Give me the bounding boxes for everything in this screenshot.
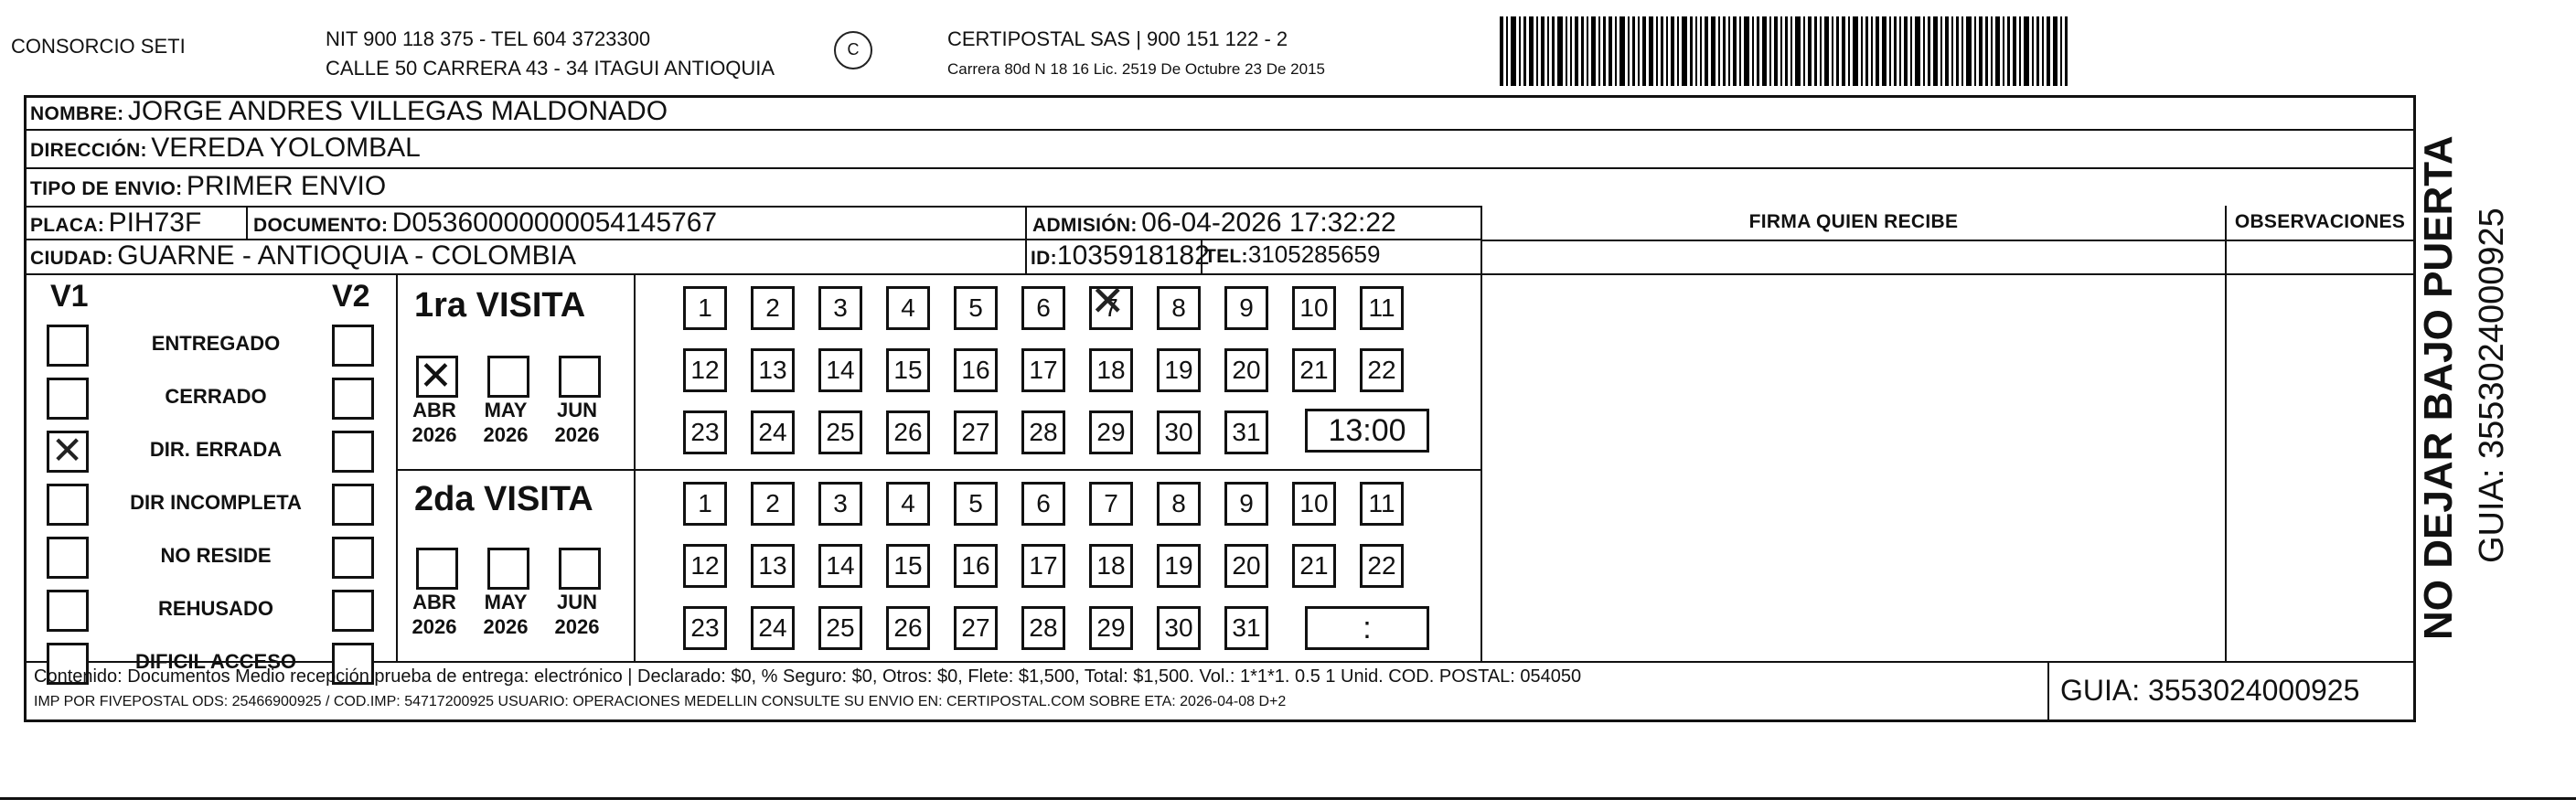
visit2-day-box[interactable]: 4: [886, 482, 930, 526]
visit2-day-box[interactable]: 7: [1089, 482, 1133, 526]
visit1-day-box[interactable]: 7 ✕: [1089, 286, 1133, 330]
visit2-day-box[interactable]: 9: [1224, 482, 1268, 526]
recipient-name-field: NOMBRE: JORGE ANDRES VILLEGAS MALDONADO: [30, 96, 668, 126]
visit2-day-box[interactable]: 13: [751, 544, 795, 588]
visit2-day-box[interactable]: 30: [1157, 606, 1201, 650]
guia-number: GUIA: 3553024000925: [2060, 674, 2360, 707]
visit1-day-box[interactable]: 14: [818, 348, 862, 392]
visit2-day-box[interactable]: 14: [818, 544, 862, 588]
visit1-day-box[interactable]: 18: [1089, 348, 1133, 392]
v2-checkbox[interactable]: [332, 325, 374, 367]
visit1-day-box[interactable]: 30: [1157, 410, 1201, 454]
visit2-day-box[interactable]: 6: [1021, 482, 1065, 526]
v1-checkbox[interactable]: [47, 325, 89, 367]
month-name: ABR: [412, 399, 456, 421]
visit1-day-box[interactable]: 26: [886, 410, 930, 454]
reason-label: CERRADO: [165, 385, 267, 408]
visit2-month-checkbox[interactable]: [487, 548, 529, 590]
visit2-month-checkbox[interactable]: [416, 548, 458, 590]
visit2-month-label: [405, 590, 464, 639]
side-warning: NO DEJAR BAJO PUERTA: [2416, 135, 2461, 640]
month-year: 2026: [412, 423, 457, 446]
v2-checkbox[interactable]: [332, 537, 374, 579]
reason-label: DIR. ERRADA: [149, 438, 283, 461]
v2-checkbox[interactable]: [332, 484, 374, 526]
month-name: MAY: [484, 399, 528, 421]
visit1-day-box[interactable]: 24: [751, 410, 795, 454]
visit1-day-box[interactable]: 13: [751, 348, 795, 392]
visit1-month-label: [476, 398, 535, 447]
v2-header: V2: [332, 279, 370, 314]
visit2-day-box[interactable]: 22: [1360, 544, 1404, 588]
visit2-day-box[interactable]: 12: [683, 544, 727, 588]
visit1-day-box[interactable]: 5: [954, 286, 998, 330]
month-year: 2026: [554, 615, 600, 638]
visit2-day-box[interactable]: 24: [751, 606, 795, 650]
visit1-day-box[interactable]: 9: [1224, 286, 1268, 330]
visit2-month-checkbox[interactable]: [559, 548, 601, 590]
visit1-title: 1ra VISITA: [414, 286, 586, 325]
visit2-day-box[interactable]: 29: [1089, 606, 1133, 650]
certipostal-logo-icon: C: [834, 31, 872, 69]
visit1-month-label: [405, 398, 464, 447]
month-year: 2026: [483, 615, 529, 638]
visit1-day-box[interactable]: 21: [1292, 348, 1336, 392]
visit2-day-box[interactable]: 27: [954, 606, 998, 650]
signature-header: FIRMA QUIEN RECIBE: [1748, 211, 1959, 232]
barcode: [1500, 16, 2231, 86]
document-field: DOCUMENTO: D05360000000054145767: [253, 208, 718, 238]
month-year: 2026: [483, 423, 529, 446]
carrier-name: CERTIPOSTAL SAS | 900 151 122 - 2: [947, 27, 1288, 50]
visit1-day-box[interactable]: 31: [1224, 410, 1268, 454]
visit1-day-box[interactable]: 8: [1157, 286, 1201, 330]
visit2-day-box[interactable]: 23: [683, 606, 727, 650]
visit1-day-box[interactable]: 15: [886, 348, 930, 392]
visit1-day-box[interactable]: 17: [1021, 348, 1065, 392]
month-name: MAY: [484, 591, 528, 613]
address-field: DIRECCIÓN: VEREDA YOLOMBAL: [30, 133, 421, 163]
visit2-day-box[interactable]: 28: [1021, 606, 1065, 650]
visit1-day-box[interactable]: 16: [954, 348, 998, 392]
visit2-day-box[interactable]: 5: [954, 482, 998, 526]
visit1-time[interactable]: 13:00: [1305, 409, 1429, 453]
visit1-day-box[interactable]: 25: [818, 410, 862, 454]
visit2-day-box[interactable]: 25: [818, 606, 862, 650]
visit1-day-box[interactable]: 10: [1292, 286, 1336, 330]
month-name: ABR: [412, 591, 456, 613]
shipment-type-field: TIPO DE ENVIO: PRIMER ENVIO: [30, 171, 387, 201]
v2-checkbox[interactable]: [332, 378, 374, 420]
visit1-day-box[interactable]: 20: [1224, 348, 1268, 392]
month-name: JUN: [556, 399, 597, 421]
visit2-day-box[interactable]: 11: [1360, 482, 1404, 526]
reason-label: NO RESIDE: [160, 544, 272, 567]
v2-checkbox[interactable]: [332, 431, 374, 473]
v1-checkbox[interactable]: [47, 378, 89, 420]
visit2-day-box[interactable]: 1: [683, 482, 727, 526]
carrier-license: Carrera 80d N 18 16 Lic. 2519 De Octubre 23 De 2015: [947, 60, 1325, 78]
visit1-day-box[interactable]: 6: [1021, 286, 1065, 330]
visit1-day-box[interactable]: 11: [1360, 286, 1404, 330]
phone-field: TEL:3105285659: [1204, 240, 1381, 268]
delivery-form: [24, 95, 2416, 722]
visit1-day-box[interactable]: 12: [683, 348, 727, 392]
v1-checkbox[interactable]: [47, 590, 89, 632]
visit2-month-label: [476, 590, 535, 639]
visit2-title: 2da VISITA: [414, 480, 593, 518]
visit1-day-box[interactable]: 19: [1157, 348, 1201, 392]
v2-checkbox[interactable]: [332, 590, 374, 632]
visit2-day-box[interactable]: 26: [886, 606, 930, 650]
visit1-day-box[interactable]: 23: [683, 410, 727, 454]
visit2-day-box[interactable]: 16: [954, 544, 998, 588]
visit1-day-box[interactable]: 27: [954, 410, 998, 454]
month-name: JUN: [556, 591, 597, 613]
reason-label: ENTREGADO: [151, 332, 281, 355]
plate-field: PLACA: PIH73F: [30, 208, 202, 238]
visit2-day-box[interactable]: 17: [1021, 544, 1065, 588]
visit1-month-checkbox[interactable]: [487, 356, 529, 398]
reason-label: DIFICIL ACCESO: [134, 650, 296, 673]
id-field: ID:1035918182: [1031, 240, 1210, 271]
visit2-day-box[interactable]: 21: [1292, 544, 1336, 588]
visit2-time[interactable]: :: [1305, 606, 1429, 650]
visit2-day-box[interactable]: 8: [1157, 482, 1201, 526]
v1-checkbox[interactable]: [47, 484, 89, 526]
visit2-day-box[interactable]: 31: [1224, 606, 1268, 650]
reason-label: DIR INCOMPLETA: [130, 491, 302, 514]
visit1-day-box[interactable]: 28: [1021, 410, 1065, 454]
visit1-month-checkbox[interactable]: [559, 356, 601, 398]
month-year: 2026: [412, 615, 457, 638]
visit1-month-label: [548, 398, 606, 447]
contents-line: Contenido: Documentos Medio recepción prueba de entrega: electrónico | Declarado: $0, % Seguro: $0, Otros: $0, Flete: $1,500, Total: $1,500. Vol.: 1*1*1. 0.5 1 Unid. COD. POSTAL: 054050: [34, 666, 1582, 687]
v1-checkbox[interactable]: [47, 431, 89, 473]
visit2-day-box[interactable]: 15: [886, 544, 930, 588]
admission-field: ADMISIÓN: 06-04-2026 17:32:22: [1032, 208, 1396, 238]
v1-header: V1: [50, 279, 89, 314]
city-field: CIUDAD: GUARNE - ANTIOQUIA - COLOMBIA: [30, 240, 576, 271]
company-name: CONSORCIO SETI: [11, 35, 186, 58]
reason-label: REHUSADO: [158, 597, 273, 620]
visit2-month-label: [548, 590, 606, 639]
nit-tel: NIT 900 118 375 - TEL 604 3723300: [326, 27, 651, 50]
v1-checkbox[interactable]: [47, 537, 89, 579]
visit1-day-box[interactable]: 4: [886, 286, 930, 330]
observations-header: OBSERVACIONES: [2234, 211, 2406, 232]
visit1-day-box[interactable]: 3: [818, 286, 862, 330]
page-edge: [0, 797, 2576, 800]
sender-address: CALLE 50 CARRERA 43 - 34 ITAGUI ANTIOQUIA: [326, 57, 775, 80]
visit2-day-box[interactable]: 19: [1157, 544, 1201, 588]
visit1-day-box[interactable]: 29: [1089, 410, 1133, 454]
visit2-day-box[interactable]: 3: [818, 482, 862, 526]
visit1-day-box[interactable]: 2: [751, 286, 795, 330]
visit2-day-box[interactable]: 20: [1224, 544, 1268, 588]
visit2-day-box[interactable]: 18: [1089, 544, 1133, 588]
side-guia: GUIA: 3553024000925: [2473, 208, 2511, 563]
visit1-day-box[interactable]: 22: [1360, 348, 1404, 392]
visit1-day-box[interactable]: 1: [683, 286, 727, 330]
print-info-line: IMP POR FIVEPOSTAL ODS: 25466900925 / COD.IMP: 54717200925 USUARIO: OPERACIONES MEDELLIN CONSULTE SU ENVIO EN: CERTIPOSTAL.COM SOBRE ETA: 2026-04-08 D+2: [34, 694, 1287, 709]
month-year: 2026: [554, 423, 600, 446]
visit2-day-box[interactable]: 2: [751, 482, 795, 526]
visit2-day-box[interactable]: 10: [1292, 482, 1336, 526]
visit1-month-checkbox[interactable]: [416, 356, 458, 398]
